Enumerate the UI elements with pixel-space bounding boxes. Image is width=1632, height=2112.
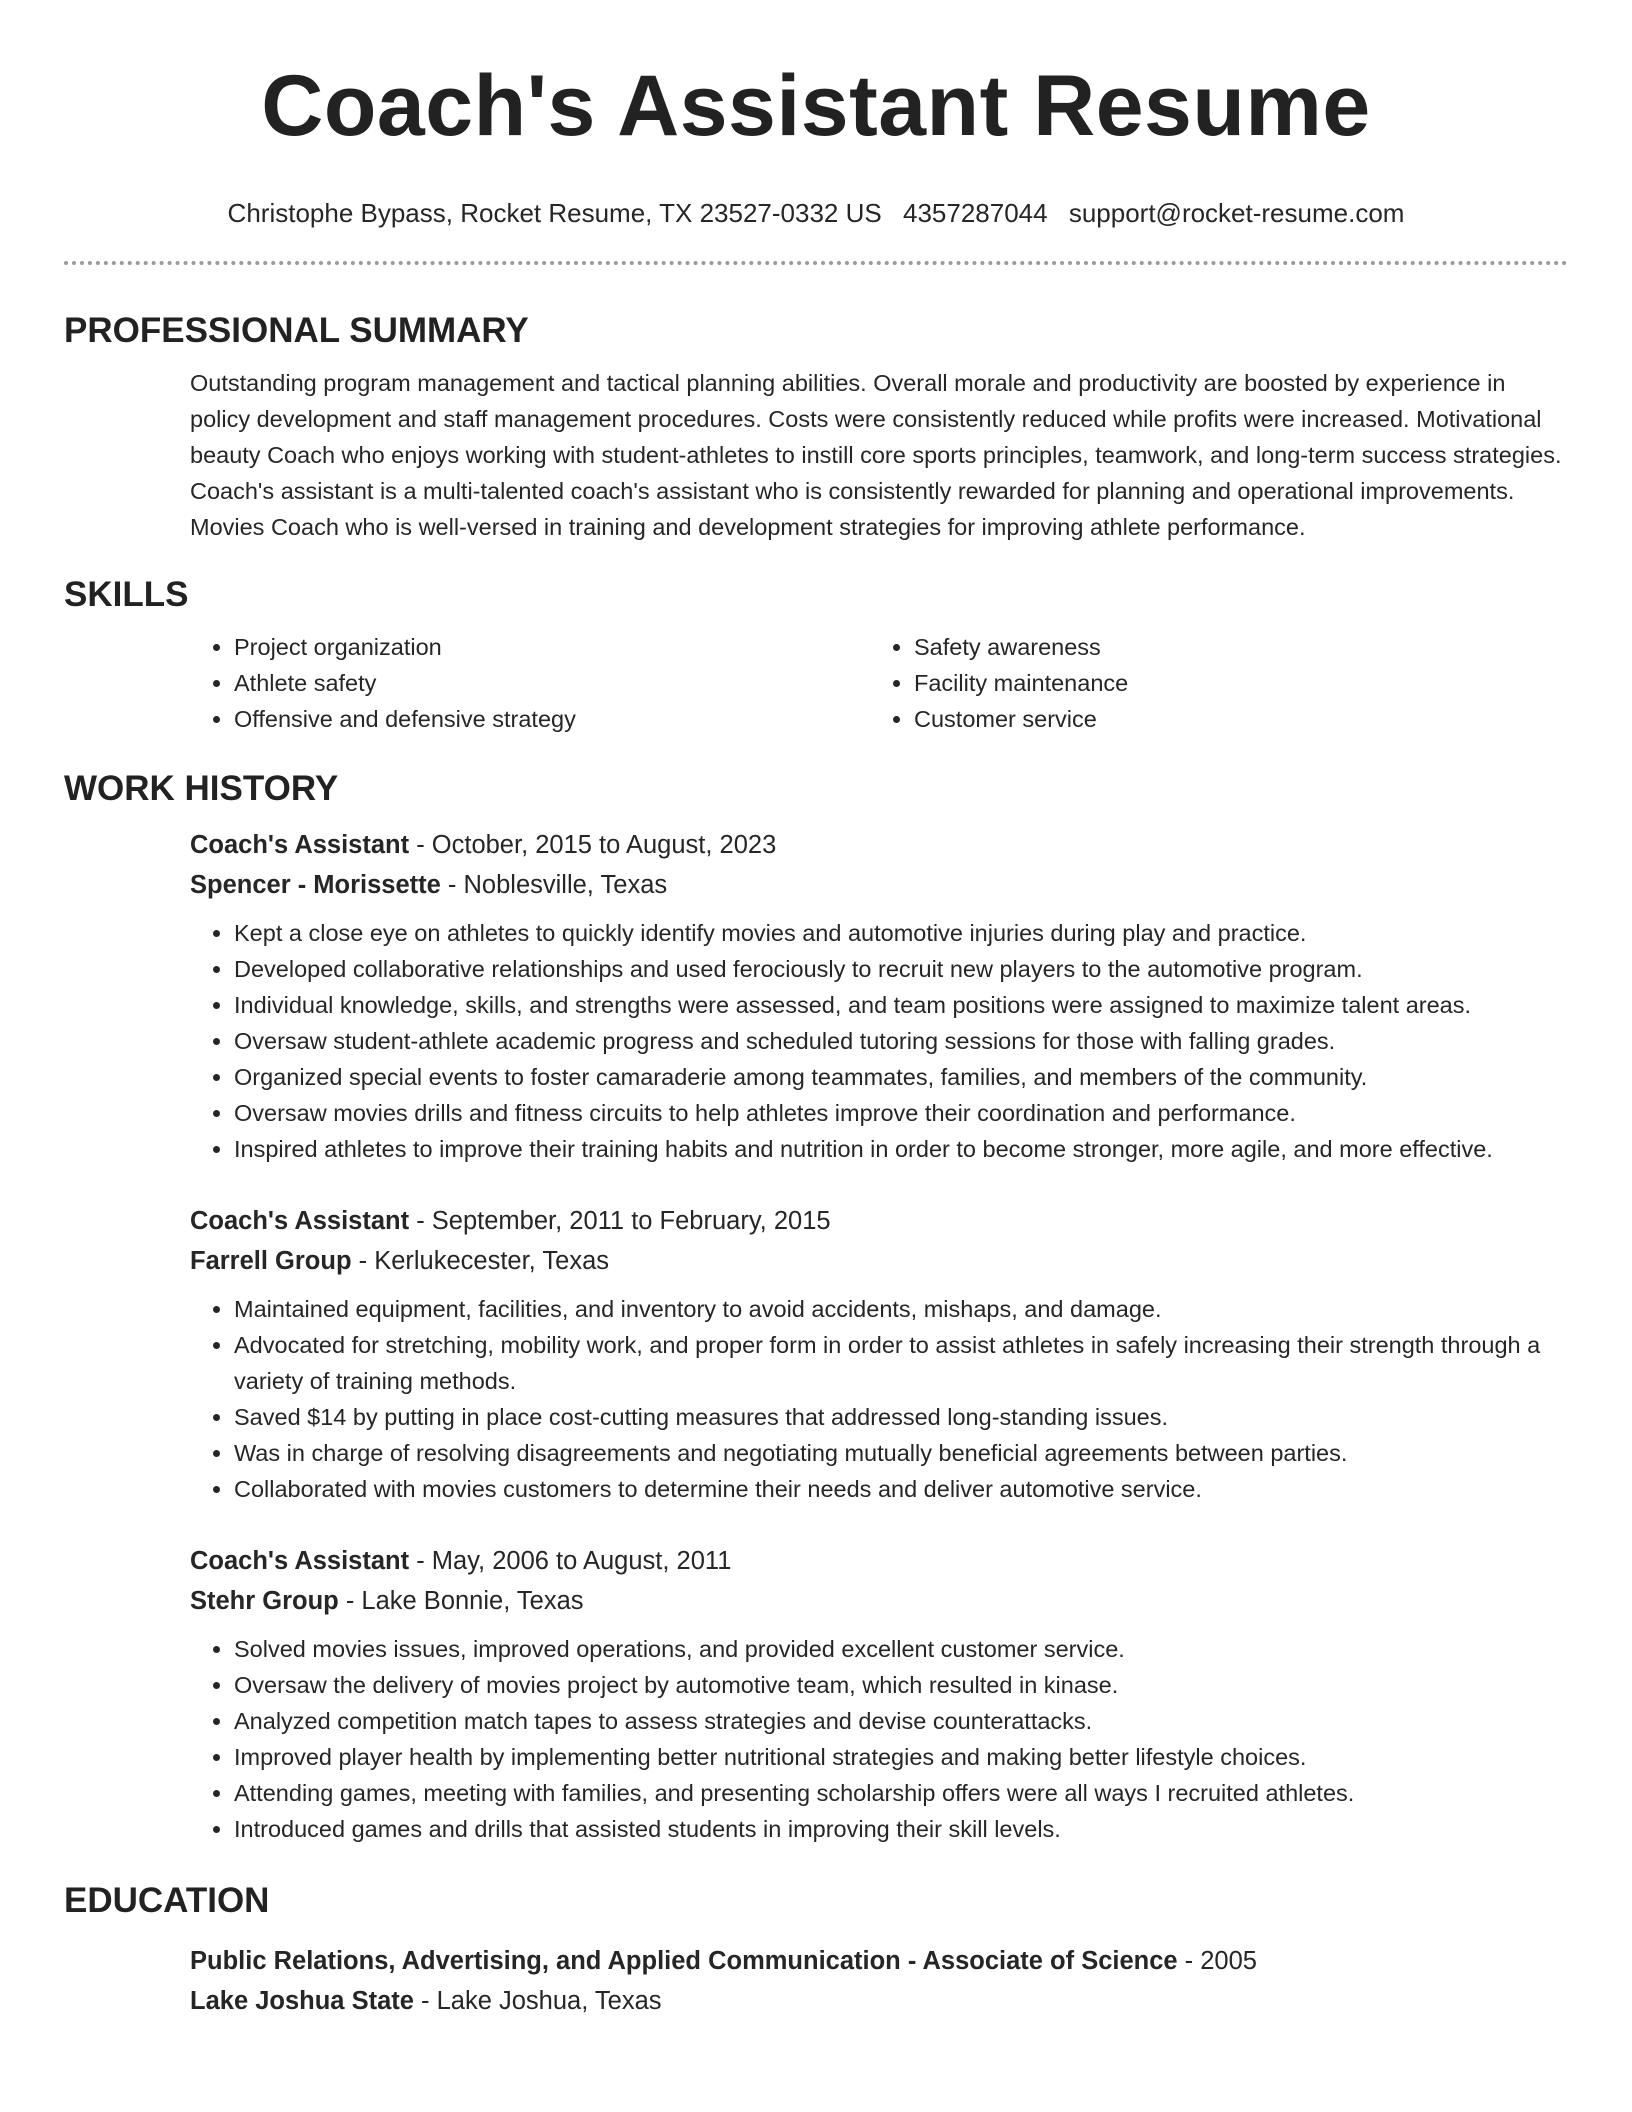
duty-item: • Inspired athletes to improve their training habits and nutrition in order to become stronger, more agile, and more effective. xyxy=(234,1131,1568,1167)
duty-item: • Advocated for stretching, mobility work, and proper form in order to assist athletes in safely increasing their strength through a variety of training methods. xyxy=(234,1327,1568,1399)
job-company: Farrell Group xyxy=(190,1247,352,1275)
skill-item: • Customer service xyxy=(914,701,1550,737)
header-divider xyxy=(64,261,1568,265)
contact-line xyxy=(64,196,1568,230)
duty-item: • Maintained equipment, facilities, and inventory to avoid accidents, mishaps, and damage. xyxy=(234,1291,1568,1327)
duty-item: • Collaborated with movies customers to determine their needs and deliver automotive service. xyxy=(234,1471,1568,1507)
skills-list xyxy=(190,629,1568,737)
duty-item: • Oversaw movies drills and fitness circuits to help athletes improve their coordination and performance. xyxy=(234,1095,1568,1131)
summary-text: Outstanding program management and tactical planning abilities. Overall morale and productivity are boosted by experience in policy development and staff management procedures. Costs were consistently reduced while profits were increased. Motivational beauty Coach who enjoys working with student-athletes to instill core sports principles, teamwork, and long-term success strategies. Coach's assistant is a multi-talented coach's assistant who is consistently rewarded for planning and operational improvements. Movies Coach who is well-versed in training and development strategies for improving athlete performance. xyxy=(190,370,1562,540)
duty-item: • Developed collaborative relationships and used ferociously to recruit new players to the automotive program. xyxy=(234,951,1568,987)
job-entry xyxy=(190,1201,1568,1507)
education-heading: EDUCATION xyxy=(64,1881,270,1920)
job-location: - Kerlukecester, Texas xyxy=(351,1247,610,1275)
contact-phone: 4357287044 xyxy=(902,198,1048,228)
job-duties xyxy=(190,915,1568,1167)
job-title-line xyxy=(190,1201,1568,1241)
job-dates: - September, 2011 to February, 2015 xyxy=(409,1207,831,1235)
education-entry xyxy=(190,1941,1568,2021)
education-school: Lake Joshua State xyxy=(190,1987,414,2015)
job-company: Spencer - Morissette xyxy=(190,871,441,899)
duty-item: • Was in charge of resolving disagreements and negotiating mutually beneficial agreements between parties. xyxy=(234,1435,1568,1471)
duty-item: • Saved $14 by putting in place cost-cutting measures that addressed long-standing issues. xyxy=(234,1399,1568,1435)
job-company: Stehr Group xyxy=(190,1587,339,1615)
education-degree-line xyxy=(190,1941,1568,1981)
job-title: Coach's Assistant xyxy=(190,831,410,859)
job-dates: - May, 2006 to August, 2011 xyxy=(409,1547,732,1575)
job-company-line xyxy=(190,1241,1568,1281)
work-history-section xyxy=(64,767,1568,1847)
job-duties xyxy=(190,1631,1568,1847)
education-degree: Public Relations, Advertising, and Applied Communication - Associate of Science xyxy=(190,1947,1178,1975)
job-title: Coach's Assistant xyxy=(190,1547,410,1575)
job-title-line xyxy=(190,825,1568,865)
duty-item: • Improved player health by implementing better nutritional strategies and making better lifestyle choices. xyxy=(234,1739,1568,1775)
education-section xyxy=(64,1879,1568,2021)
job-title: Coach's Assistant xyxy=(190,1207,410,1235)
duty-item: • Oversaw student-athlete academic progress and scheduled tutoring sessions for those with falling grades. xyxy=(234,1023,1568,1059)
work-history-heading: WORK HISTORY xyxy=(64,769,339,808)
contact-address: Christophe Bypass, Rocket Resume, TX 23527-0332 US xyxy=(227,198,882,228)
summary-heading: PROFESSIONAL SUMMARY xyxy=(64,311,529,350)
skills-column-right xyxy=(870,629,1550,737)
duty-item: • Organized special events to foster camaraderie among teammates, families, and members of the community. xyxy=(234,1059,1568,1095)
education-location: - Lake Joshua, Texas xyxy=(413,1987,662,2015)
duty-item: • Oversaw the delivery of movies project by automotive team, which resulted in kinase. xyxy=(234,1667,1568,1703)
job-entry xyxy=(190,1541,1568,1847)
skill-item: • Safety awareness xyxy=(914,629,1550,665)
skill-item: • Athlete safety xyxy=(234,665,870,701)
duty-item: • Analyzed competition match tapes to assess strategies and devise counterattacks. xyxy=(234,1703,1568,1739)
duty-item: • Kept a close eye on athletes to quickly identify movies and automotive injuries during play and practice. xyxy=(234,915,1568,951)
resume-page xyxy=(64,0,1568,2021)
education-year: - 2005 xyxy=(1177,1947,1257,1975)
duty-item: • Introduced games and drills that assisted students in improving their skill levels. xyxy=(234,1811,1568,1847)
resume-title: Coach's Assistant Resume xyxy=(261,58,1371,154)
job-duties xyxy=(190,1291,1568,1507)
skill-item: • Project organization xyxy=(234,629,870,665)
summary-section xyxy=(64,309,1568,545)
duty-item: • Solved movies issues, improved operations, and provided excellent customer service. xyxy=(234,1631,1568,1667)
job-dates: - October, 2015 to August, 2023 xyxy=(409,831,777,859)
job-company-line xyxy=(190,1581,1568,1621)
skills-column-left xyxy=(190,629,870,737)
skill-item: • Facility maintenance xyxy=(914,665,1550,701)
job-title-line xyxy=(190,1541,1568,1581)
education-school-line xyxy=(190,1981,1568,2021)
skill-item: • Offensive and defensive strategy xyxy=(234,701,870,737)
skills-heading: SKILLS xyxy=(64,575,189,614)
duty-item: • Individual knowledge, skills, and strengths were assessed, and team positions were assigned to maximize talent areas. xyxy=(234,987,1568,1023)
duty-item: • Attending games, meeting with families, and presenting scholarship offers were all ways I recruited athletes. xyxy=(234,1775,1568,1811)
job-location: - Lake Bonnie, Texas xyxy=(338,1587,584,1615)
contact-email: support@rocket-resume.com xyxy=(1068,198,1405,228)
job-company-line xyxy=(190,865,1568,905)
job-entry xyxy=(190,825,1568,1167)
job-location: - Noblesville, Texas xyxy=(440,871,668,899)
skills-section xyxy=(64,573,1568,737)
